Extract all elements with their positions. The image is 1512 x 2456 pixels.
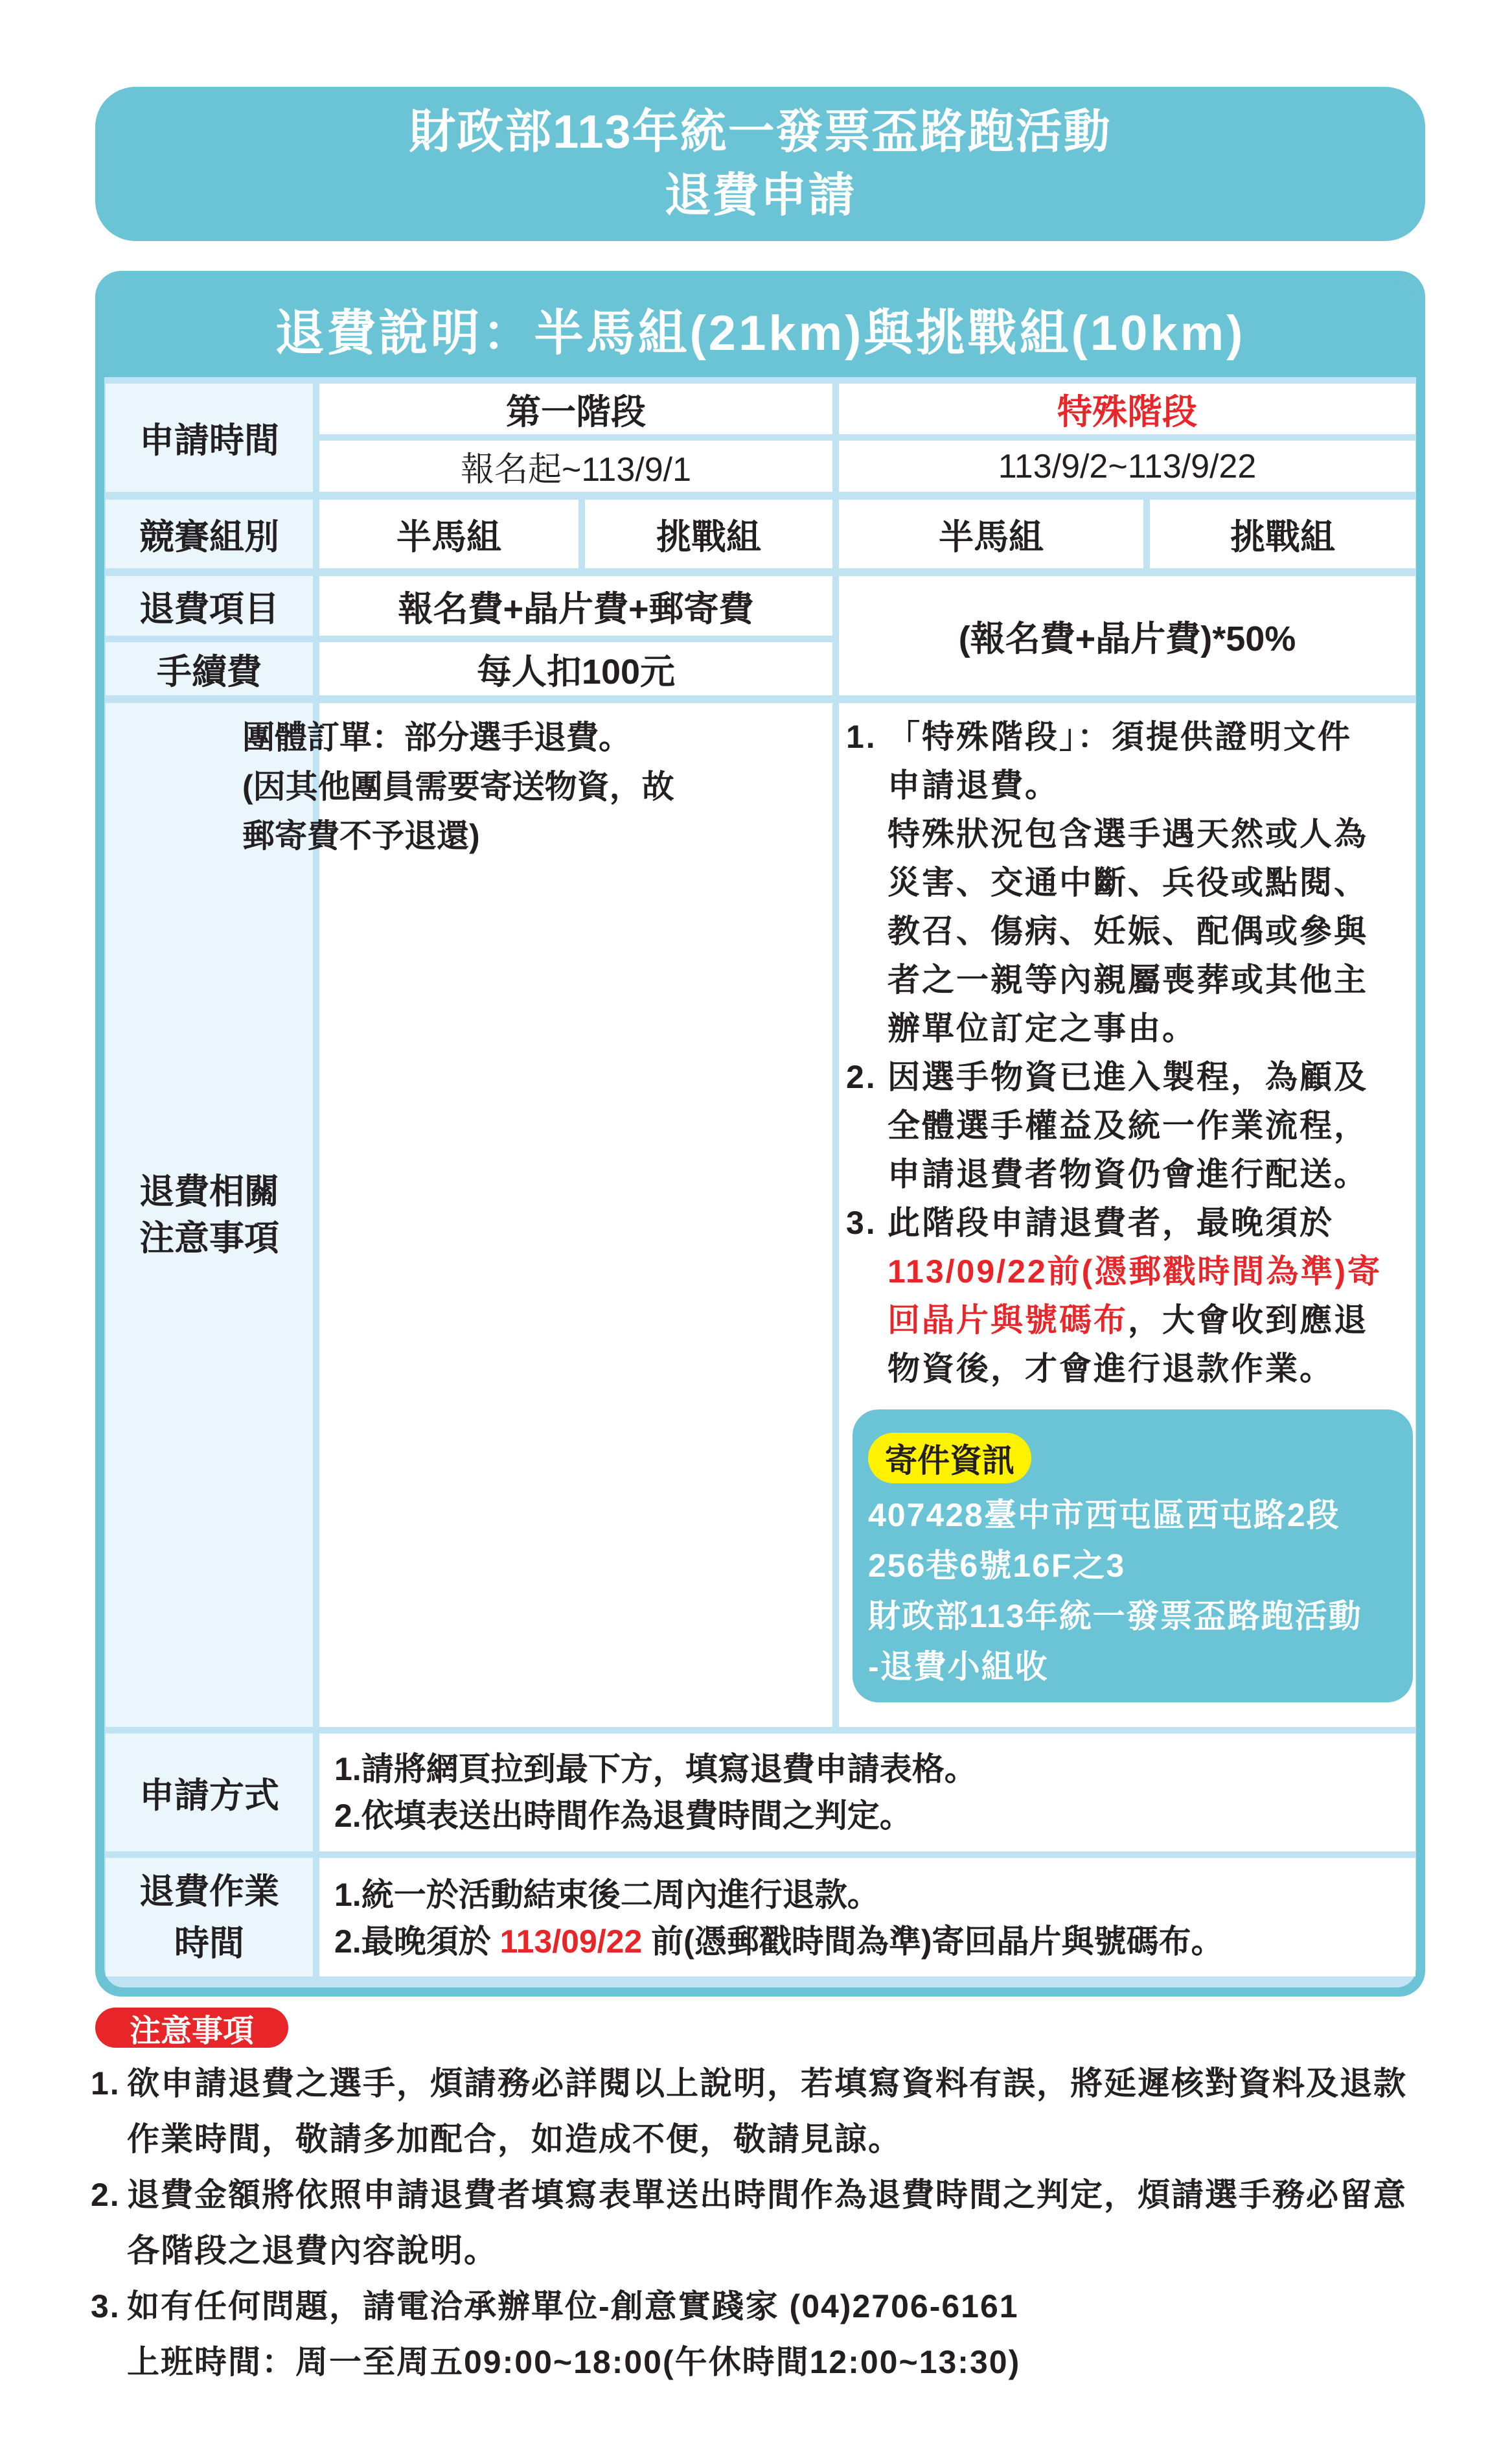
header-title: 財政部113年統一發票盃路跑活動 — [409, 106, 1112, 158]
notice-line: 欲申請退費之選手，煩請務必詳閱以上說明，若填寫資料有誤，將延遲核對資料及退款 — [127, 2065, 1407, 2102]
note-line: 教召、傷病、妊娠、配偶或參與 — [888, 913, 1368, 949]
label-refund-time — [106, 1858, 313, 1976]
notice-tag: 注意事項 — [95, 2008, 288, 2048]
notice-item — [91, 2278, 1432, 2390]
note-line: 因選手物資已進入製程，為顧及 — [888, 1059, 1368, 1095]
notice-line: 作業時間，敬請多加配合，如造成不便，敬請見諒。 — [127, 2121, 902, 2157]
mailing-address — [868, 1490, 1400, 1692]
note-line: 「特殊階段」：須提供證明文件 — [888, 719, 1352, 755]
method-line: 1.請將網頁拉到最下方，填寫退費申請表格。 — [334, 1751, 977, 1787]
special-group-half-marathon: 半馬組 — [839, 500, 1143, 568]
notice-item — [91, 2056, 1432, 2167]
phase1-refund-item: 報名費+晶片費+郵寄費 — [319, 576, 832, 636]
note-line: 災害、交通中斷、兵役或點閱、 — [888, 864, 1368, 901]
refund-time-pre: 2.最晚須於 — [334, 1923, 500, 1960]
special-refund-item: (報名費+晶片費)*50% — [839, 576, 1415, 695]
special-note-1 — [846, 713, 1416, 1053]
label-group: 競賽組別 — [106, 500, 313, 568]
label-apply-time: 申請時間 — [106, 384, 313, 492]
notice-line: 上班時間：周一至周五09:00~18:00(午休時間12:00~13:30) — [127, 2344, 1021, 2380]
refund-time-line — [334, 1918, 1403, 1965]
refund-time-line: 1.統一於活動結束後二周內進行退款。 — [334, 1877, 880, 1913]
note-line — [888, 1296, 1416, 1345]
notice-list — [91, 2056, 1432, 2390]
refund-time-post: 前(憑郵戳時間為準)寄回晶片與號碼布。 — [642, 1923, 1224, 1960]
special-phase-name: 特殊階段 — [839, 384, 1415, 434]
label-refund-item: 退費項目 — [106, 576, 313, 636]
note-number: 1. — [846, 719, 877, 755]
label-notes-line2: 注意事項 — [139, 1219, 279, 1258]
refund-time-text — [334, 1871, 1403, 1965]
mailing-info-box — [853, 1409, 1413, 1702]
phase1-note-line: (因其他團員需要寄送物資，故 — [242, 769, 674, 805]
notice-line: 如有任何問題，請電洽承辦單位-創意實踐家 (04)2706-6161 — [127, 2288, 1019, 2324]
special-note-2 — [846, 1053, 1416, 1199]
label-fee: 手續費 — [106, 642, 313, 695]
notice-line: 各階段之退費內容說明。 — [127, 2232, 498, 2269]
note-line: 全體選手權益及統一作業流程， — [888, 1107, 1368, 1144]
note-line: 特殊狀況包含選手遇天然或人為 — [888, 816, 1368, 852]
address-line: 407428臺中市西屯區西屯路2段 — [868, 1497, 1340, 1533]
note-return-items-red: 回晶片與號碼布 — [888, 1302, 1128, 1338]
note-deadline-red: 113/09/22前(憑郵戳時間為準)寄 — [888, 1253, 1382, 1290]
note-line: 此階段申請退費者，最晚須於 — [888, 1205, 1334, 1241]
mailing-info-tag: 寄件資訊 — [868, 1433, 1031, 1483]
note-number: 3. — [846, 1205, 877, 1241]
special-group-challenge: 挑戰組 — [1150, 500, 1415, 568]
note-line: 申請退費。 — [888, 767, 1059, 804]
notice-number: 2. — [91, 2177, 120, 2213]
phase1-fee: 每人扣100元 — [319, 642, 832, 695]
note-line: 物資後，才會進行退款作業。 — [888, 1350, 1334, 1387]
note-line-rest: ，大會收到應退 — [1128, 1302, 1368, 1338]
header-subtitle: 退費申請 — [664, 170, 856, 222]
label-refund-time-line2: 時間 — [174, 1923, 244, 1963]
special-note-3 — [846, 1199, 1416, 1393]
notice-item — [91, 2167, 1432, 2278]
special-period: 113/9/2~113/9/22 — [839, 441, 1415, 492]
note-line: 者之一親等內親屬喪葬或其他主 — [888, 962, 1368, 998]
note-number: 2. — [846, 1059, 877, 1095]
phase1-note-line: 郵寄費不予退還) — [242, 818, 480, 854]
phase1-note-line: 團體訂單：部分選手退費。 — [242, 719, 631, 756]
address-line: 256巷6號16F之3 — [868, 1547, 1126, 1584]
label-method: 申請方式 — [106, 1733, 313, 1851]
refund-table-title: 退費說明：半馬組(21km)與挑戰組(10km) — [104, 280, 1416, 377]
phase1-group-half-marathon: 半馬組 — [319, 500, 578, 568]
phase1-period: 報名起~113/9/1 — [319, 441, 832, 492]
method-line: 2.依填表送出時間作為退費時間之判定。 — [334, 1798, 912, 1834]
label-notes-line1: 退費相關 — [139, 1172, 279, 1211]
note-line: 申請退費者物資仍會進行配送。 — [888, 1156, 1368, 1192]
phase1-name: 第一階段 — [319, 384, 832, 434]
address-line: 財政部113年統一發票盃路跑活動 — [868, 1598, 1362, 1634]
method-text — [334, 1746, 1403, 1839]
notice-number: 1. — [91, 2065, 120, 2102]
phase1-group-challenge: 挑戰組 — [585, 500, 832, 568]
notice-number: 3. — [91, 2288, 120, 2324]
phase1-notes — [242, 713, 812, 861]
page-header — [95, 87, 1425, 241]
refund-deadline-red: 113/09/22 — [499, 1923, 643, 1960]
label-refund-time-line1: 退費作業 — [139, 1871, 279, 1911]
address-line: -退費小組收 — [868, 1649, 1049, 1685]
special-notes — [846, 713, 1416, 1393]
note-line: 辦單位訂定之事由。 — [888, 1010, 1197, 1047]
notice-line: 退費金額將依照申請退費者填寫表單送出時間作為退費時間之判定，煩請選手務必留意 — [127, 2177, 1407, 2213]
